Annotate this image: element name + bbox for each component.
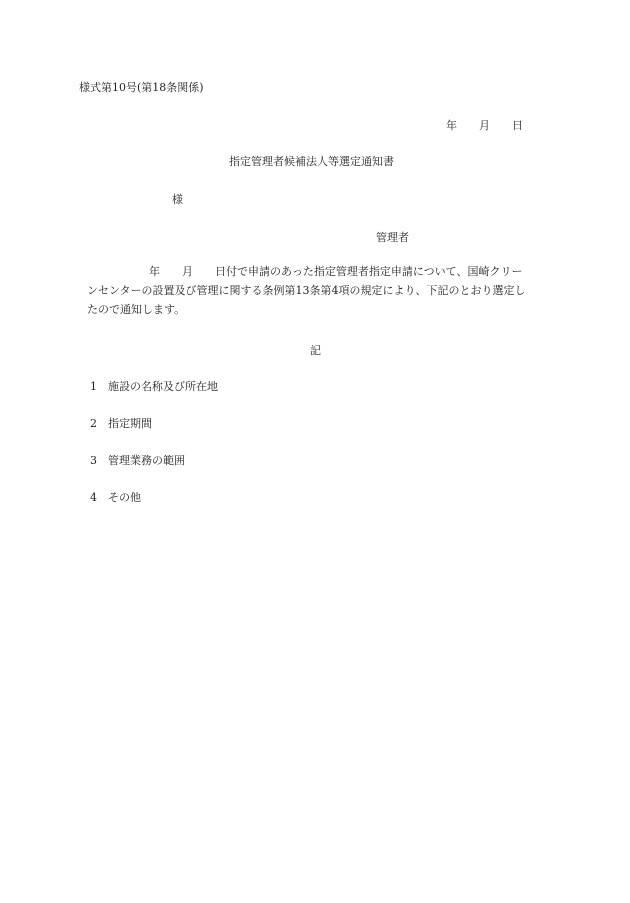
body-line-1 [79, 262, 559, 281]
document-title: 指定管理者候補法人等選定通知書 [229, 155, 394, 168]
date-month-label: 月 [479, 119, 490, 132]
item-label: その他 [108, 491, 141, 504]
body-line-2: ンセンターの設置及び管理に関する条例第13条第4項の規定により、下記のとおり選定し [87, 284, 526, 297]
item-number: 2 [90, 417, 97, 430]
body-line-3: たので通知します。 [87, 303, 186, 316]
body-paragraph [79, 262, 559, 319]
item-number: 1 [90, 380, 97, 393]
body-line-1-text: 日付で申請のあった指定管理者指定申請について、国崎クリー [215, 265, 523, 278]
ki-heading: 記 [310, 344, 321, 357]
body-year-label: 年 [149, 265, 160, 278]
form-number: 様式第10号(第18条関係) [79, 81, 204, 94]
item-label: 管理業務の範囲 [108, 454, 185, 467]
body-month-label: 月 [182, 265, 193, 278]
list-item [90, 418, 152, 429]
item-number: 3 [90, 454, 97, 467]
date-day-label: 日 [512, 119, 523, 132]
list-item [90, 492, 141, 503]
list-item [90, 455, 185, 466]
item-number: 4 [90, 491, 97, 504]
recipient-suffix: 様 [172, 193, 183, 206]
date-line [446, 120, 523, 131]
item-label: 指定期間 [108, 417, 152, 430]
sender-title: 管理者 [376, 231, 409, 244]
item-label: 施設の名称及び所在地 [108, 380, 218, 393]
date-year-label: 年 [446, 119, 457, 132]
list-item [90, 381, 218, 392]
